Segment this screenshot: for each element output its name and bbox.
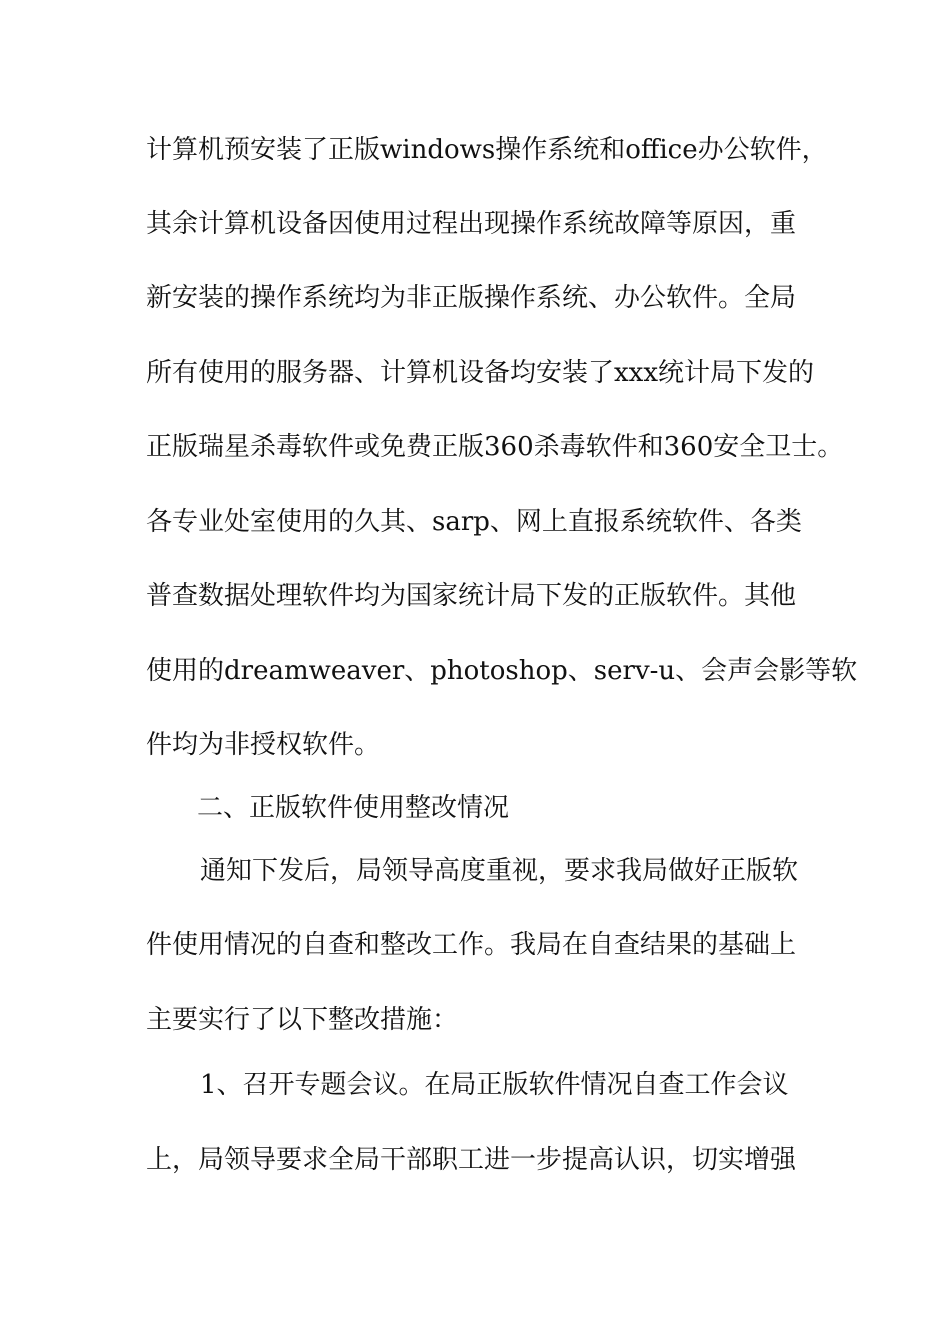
text-line-9: 件均为非授权软件。 [146, 730, 381, 760]
text-line-12: 件使用情况的自查和整改工作。我局在自查结果的基础上 [146, 930, 797, 960]
text-line-6: 各专业处室使用的久其、sarp、网上直报系统软件、各类 [146, 507, 802, 537]
text-line-8: 使用的dreamweaver、photoshop、serv-u、会声会影等软 [146, 656, 858, 686]
text-line-13: 主要实行了以下整改措施： [146, 1005, 459, 1035]
text-line-4: 所有使用的服务器、计算机设备均安装了xxx统计局下发的 [146, 358, 814, 388]
text-line-7: 普查数据处理软件均为国家统计局下发的正版软件。其他 [146, 581, 797, 611]
section-heading: 二、正版软件使用整改情况 [197, 793, 510, 823]
text-line-15: 上，局领导要求全局干部职工进一步提高认识，切实增强 [146, 1145, 797, 1175]
text-line-5: 正版瑞星杀毒软件或免费正版360杀毒软件和360安全卫士。 [146, 432, 844, 462]
text-line-1: 计算机预安装了正版windows操作系统和office办公软件， [146, 135, 828, 165]
text-line-2: 其余计算机设备因使用过程出现操作系统故障等原因，重 [146, 209, 797, 239]
text-line-3: 新安装的操作系统均为非正版操作系统、办公软件。全局 [146, 283, 797, 313]
text-line-14: 1、召开专题会议。在局正版软件情况自查工作会议 [200, 1070, 789, 1100]
text-line-11: 通知下发后，局领导高度重视，要求我局做好正版软 [200, 856, 799, 886]
